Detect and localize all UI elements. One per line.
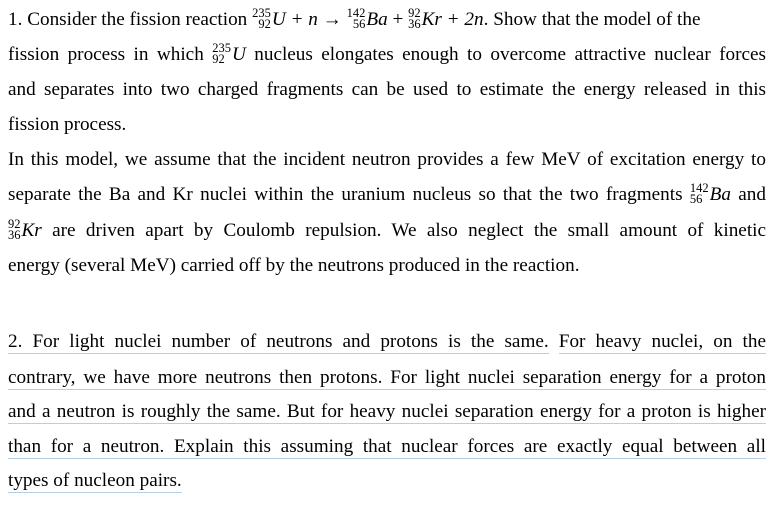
u-charge-number-2: 92 (212, 51, 225, 66)
p2-line-4 (8, 435, 766, 459)
ba-mass-number: 142 (346, 5, 366, 20)
p1-line-6 (8, 180, 766, 207)
p2-line-5 (8, 469, 766, 493)
p2-line1-b: For heavy nuclei, on the (558, 331, 766, 352)
p2-line-1 (8, 330, 766, 354)
p1-line-5: In this model, we assume that the incident neutron provides a few MeV of excitation energy to (8, 149, 766, 170)
plus-neutron: + n (290, 9, 318, 30)
p2-line3-text: and a neutron is roughly the same. But for heavy nuclei separation energy for a proton is higher (8, 401, 766, 422)
kr-mass-number-2: 92 (8, 216, 21, 231)
u-charge-number: 92 (258, 16, 271, 31)
p1-line1-tail: . Show that the model of the (483, 9, 701, 30)
ba-symbol: Ba (366, 9, 388, 30)
plus-two-neutrons: + 2n (446, 9, 484, 30)
p2-line5-text: types of nucleon pairs. (8, 470, 182, 491)
p1-line-3: and separates into two charged fragments can be used to estimate the energy released in this (8, 79, 766, 100)
p2-line4-text: than for a neutron. Explain this assuming that nuclear forces are exactly equal between all (8, 436, 766, 457)
kr-mass-number: 92 (408, 5, 421, 20)
p1-line-2 (8, 40, 767, 67)
ba-charge-number-2: 56 (689, 191, 703, 206)
p1-line-4: fission process. (8, 114, 127, 135)
p1-line6-b: and (738, 184, 766, 205)
p2-line-3 (8, 400, 766, 424)
p1-line-7 (8, 216, 766, 243)
ba-mass-number-2: 142 (689, 180, 709, 195)
barium-nuclide (346, 5, 388, 32)
p1-intro-text: Consider the fission reaction (27, 9, 248, 30)
p1-line2-b: nucleus elongates enough to overcome attractive nuclear forces (254, 44, 767, 65)
kr-symbol: Kr (421, 9, 442, 30)
krypton-nuclide (408, 5, 442, 32)
ba-symbol-2: Ba (709, 184, 731, 205)
plus-sign: + (392, 9, 404, 30)
u-symbol: U (271, 9, 286, 30)
u-mass-number: 235 (252, 5, 271, 20)
kr-charge-number: 36 (408, 16, 421, 31)
krypton-nuclide-2 (8, 216, 42, 243)
u-symbol-2: U (231, 44, 246, 65)
uranium-nuclide-2 (212, 40, 246, 67)
p2-line1-a: 2. For light nuclei number of neutrons and protons is the same. (8, 331, 549, 352)
kr-symbol-2: Kr (21, 220, 42, 241)
barium-nuclide-2 (689, 180, 731, 207)
p1-line7-text: are driven apart by Coulomb repulsion. We also neglect the small amount of kinetic (52, 220, 766, 241)
ba-charge-number: 56 (352, 16, 366, 31)
p1-line-1 (8, 5, 766, 32)
p2-line-2 (8, 366, 766, 390)
u-mass-number-2: 235 (212, 40, 231, 55)
kr-charge-number-2: 36 (8, 227, 21, 242)
problem-1-number: 1. (8, 9, 23, 30)
uranium-nuclide (252, 5, 286, 32)
reaction-arrow: → (322, 9, 342, 30)
p1-line6-a: separate the Ba and Kr nuclei within the uranium nucleus so that the two fragments (8, 184, 683, 205)
p1-line2-a: fission process in which (8, 44, 204, 65)
p2-line2-text: contrary, we have more neutrons then protons. For light nuclei separation energy for a proton (8, 367, 766, 388)
p1-line-8: energy (several MeV) carried off by the neutrons produced in the reaction. (8, 255, 580, 276)
